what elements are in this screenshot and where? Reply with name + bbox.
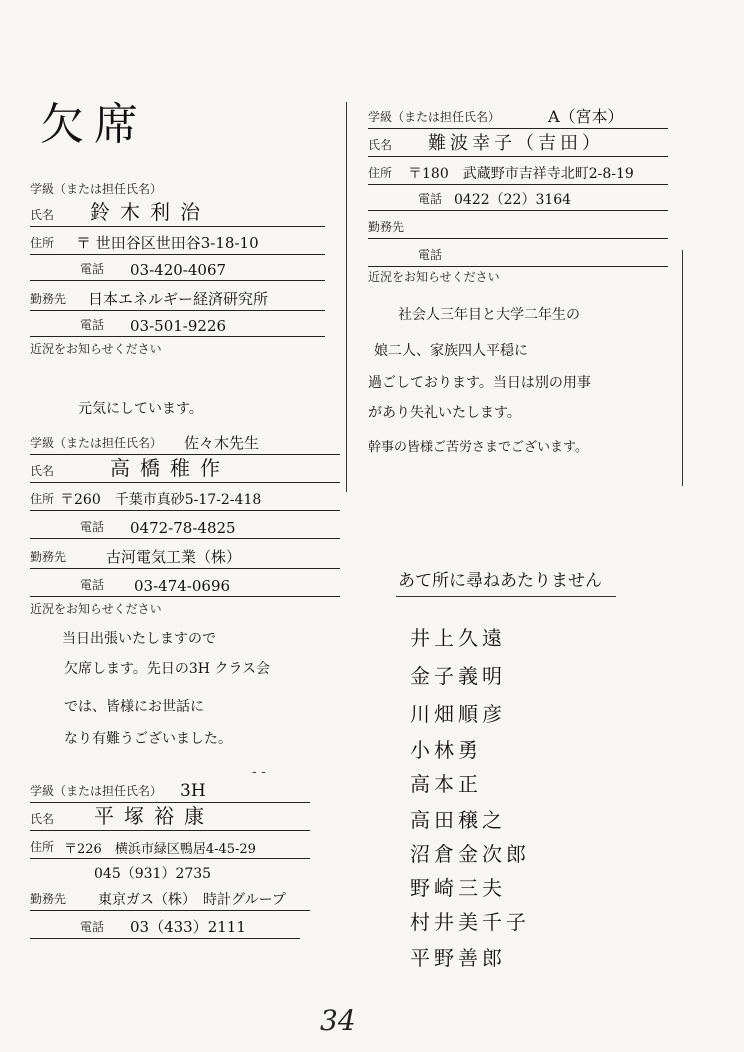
list-item: 川畑順彦 <box>410 702 506 726</box>
phone-row <box>30 514 340 539</box>
address-label: 住所 <box>30 492 55 506</box>
list-item: 井上久遠 <box>410 626 506 650</box>
list-item: 高本正 <box>410 772 482 796</box>
news-line: 元気にしています。 <box>78 401 203 417</box>
work-phone-value: 03-474-0696 <box>134 577 231 595</box>
address-value: 〒260 千葉市真砂5-17-2-418 <box>60 492 262 508</box>
work-row <box>368 214 668 239</box>
work-phone-value: 03-501-9226 <box>130 317 227 335</box>
news-line: 社会人三年目と大学二年生の <box>398 307 580 323</box>
news-label: 近況をお知らせください <box>30 342 162 356</box>
list-item: 平野善郎 <box>410 946 506 970</box>
phone-row <box>30 256 325 281</box>
name-label: 氏名 <box>368 138 393 152</box>
news-line: 欠席します。先日の3H クラス会 <box>64 661 271 677</box>
list-item: 野崎三夫 <box>410 876 506 900</box>
work-phone-row <box>30 312 325 337</box>
class-label: 学級（または担任氏名） <box>30 182 163 196</box>
news-line: があり失礼いたします。 <box>368 405 521 421</box>
name-value: 鈴木利治 <box>90 200 210 224</box>
address-value: 〒226 横浜市緑区鴨居4-45-29 <box>64 842 256 857</box>
class-label: 学級（または担任氏名） <box>30 436 163 450</box>
phone-value: 03-420-4067 <box>130 261 227 279</box>
address-row <box>30 230 325 255</box>
work-phone-value: 03（433）2111 <box>130 918 246 936</box>
address-label: 住所 <box>30 236 55 250</box>
news-label: 近況をお知らせください <box>368 270 500 284</box>
work-phone-row <box>30 914 300 939</box>
list-item: 沼倉金次郎 <box>410 842 530 866</box>
name-value: 難波幸子（吉田） <box>428 133 604 154</box>
phone-value: 0472-78-4825 <box>130 519 236 537</box>
phone-label: 電話 <box>80 578 105 592</box>
class-value: A（宮本） <box>548 107 624 126</box>
address-value: 〒 世田谷区世田谷3-18-10 <box>76 234 259 252</box>
news-line: 幹事の皆様ご苦労さまでございます。 <box>368 440 588 455</box>
phone-label: 電話 <box>418 192 443 206</box>
work-row <box>30 286 325 311</box>
work-row <box>30 544 340 569</box>
phone-label: 電話 <box>80 262 105 276</box>
phone-label: 電話 <box>80 920 105 934</box>
phone-value: 045（931）2735 <box>94 866 212 882</box>
card-border-right <box>682 250 683 486</box>
unreachable-title: あて所に尋ねあたりません <box>398 571 602 591</box>
phone-label: 電話 <box>80 520 105 534</box>
news-label: 近況をお知らせください <box>30 602 162 616</box>
name-row <box>30 202 325 227</box>
name-label: 氏名 <box>30 464 55 478</box>
card-border-left <box>346 102 347 492</box>
list-item: 小林勇 <box>410 738 482 762</box>
address-value: 〒180 武蔵野市吉祥寺北町2-8-19 <box>408 166 634 182</box>
name-row <box>368 132 668 157</box>
class-label: 学級（または担任氏名） <box>368 110 501 124</box>
address-row <box>30 834 310 859</box>
list-item: 村井美千子 <box>410 910 530 934</box>
address-row <box>368 160 668 185</box>
name-value: 高橋稚作 <box>110 456 230 480</box>
address-label: 住所 <box>368 166 393 180</box>
work-label: 勤務先 <box>30 292 67 306</box>
phone-label: 電話 <box>80 318 105 332</box>
work-value: 古河電気工業（株） <box>106 548 242 566</box>
news-line: なり有難うございました。 <box>64 731 232 747</box>
news-line: では、皆様にお世話に <box>64 699 204 715</box>
title-underline <box>396 596 616 597</box>
news-line: 娘二人、家族四人平穏に <box>374 343 528 359</box>
class-value: 3H <box>180 781 206 801</box>
name-value: 平塚裕康 <box>94 804 214 828</box>
work-row <box>30 886 310 911</box>
news-line: 当日出張いたしますので <box>62 631 216 647</box>
name-label: 氏名 <box>30 208 55 222</box>
phone-value: 0422（22）3164 <box>454 192 572 208</box>
address-label: 住所 <box>30 840 55 854</box>
work-phone-row <box>368 242 668 267</box>
phone-label: 電話 <box>418 248 443 262</box>
work-value: 東京ガス（株） 時計グループ <box>98 892 286 908</box>
address-row <box>30 486 340 511</box>
phone-row <box>30 860 310 884</box>
work-label: 勤務先 <box>30 892 67 906</box>
work-phone-row <box>30 572 340 597</box>
news-line: 過ごしております。当日は別の用事 <box>368 375 591 391</box>
class-row <box>368 104 668 129</box>
list-item: 高田穣之 <box>410 808 506 832</box>
list-item: 金子義明 <box>410 664 506 688</box>
work-label: 勤務先 <box>30 550 67 564</box>
name-row <box>30 806 310 831</box>
page-title: 欠席 <box>40 99 148 150</box>
name-row <box>30 458 340 483</box>
class-label: 学級（または担任氏名） <box>30 784 163 798</box>
divider-dash: - - <box>252 764 266 780</box>
phone-row <box>368 186 668 211</box>
work-label: 勤務先 <box>368 220 405 234</box>
work-value: 日本エネルギー経済研究所 <box>88 290 269 308</box>
page-number: 34 <box>320 1004 356 1037</box>
name-label: 氏名 <box>30 812 55 826</box>
class-value: 佐々木先生 <box>184 434 260 452</box>
